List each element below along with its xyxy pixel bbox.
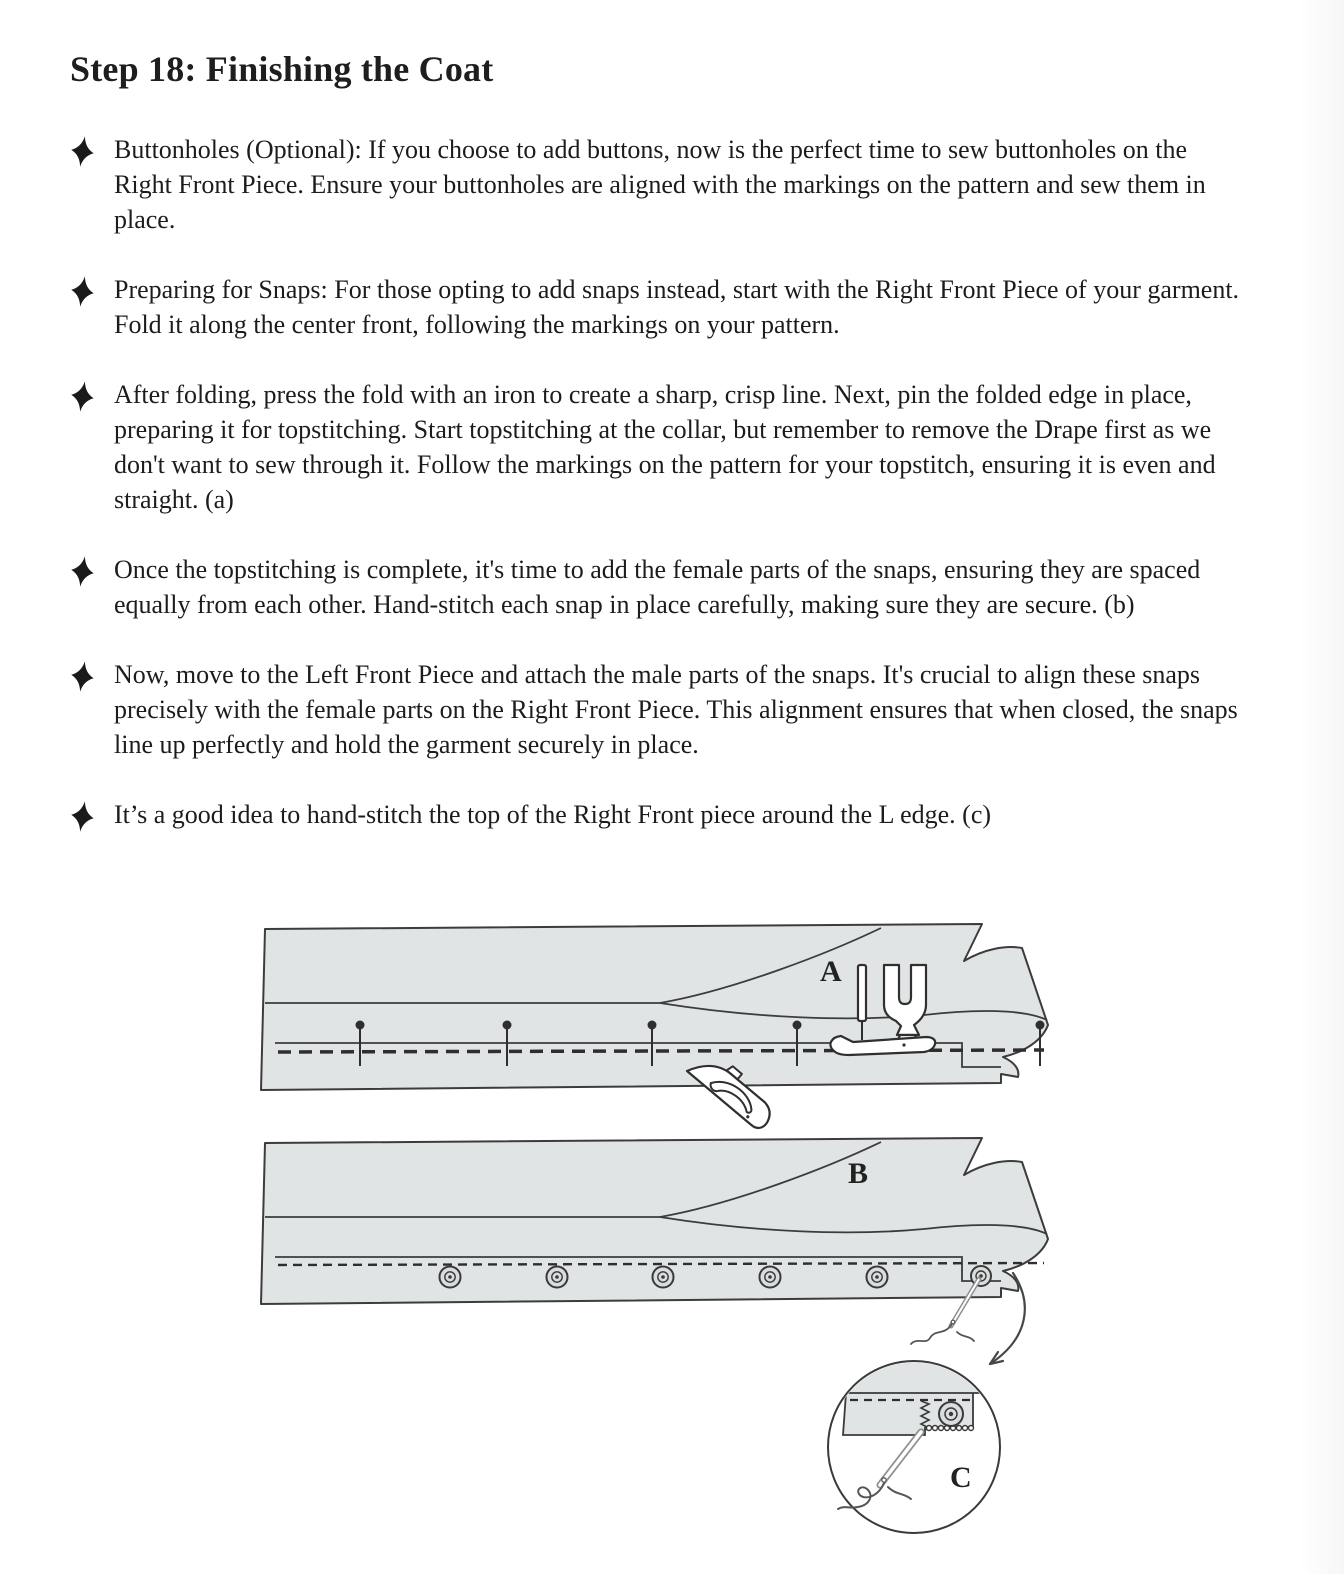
star-bullet-icon <box>70 132 114 167</box>
figure-label-b: B <box>848 1157 869 1190</box>
instruction-item <box>70 132 1260 237</box>
star-bullet-icon <box>70 797 114 832</box>
instruction-paragraph: Preparing for Snaps: For those opting to add snaps instead, start with the Right Front Piece of your garment. Fold it along the center front, following the markings on your pattern. <box>114 275 1240 339</box>
instruction-paragraph: Once the topstitching is complete, it's time to add the female parts of the snaps, ensuring they are spaced equally from each other. Hand-stitch each snap in place carefully, making sure they are secure. (b) <box>114 555 1201 619</box>
instruction-paragraph: Now, move to the Left Front Piece and attach the male parts of the snaps. It's crucial to align these snaps precisely with the female parts on the Right Front Piece. This alignment ensures that when closed, the snaps line up perfectly and hold the garment securely in place. <box>114 660 1238 759</box>
star-bullet-icon <box>70 657 114 692</box>
instruction-text-block <box>70 48 1260 867</box>
sewing-illustration <box>250 895 1090 1575</box>
instruction-list <box>70 132 1260 832</box>
star-bullet-icon <box>70 552 114 587</box>
coat-piece-a <box>261 924 1048 1132</box>
instruction-item <box>70 797 1260 832</box>
coat-piece-b <box>261 1138 1048 1304</box>
detail-circle-c <box>824 1357 1004 1533</box>
instruction-paragraph: After folding, press the fold with an iron to create a sharp, crisp line. Next, pin the folded edge in place, preparing it for topstitching. Start topstitching at the collar, but remember to remove the Drape first as we don't want to sew through it. Follow the markings on the pattern for your topstitch, ensuring it is even and straight. (a) <box>114 380 1216 514</box>
instruction-item <box>70 272 1260 342</box>
instruction-paragraph: It’s a good idea to hand-stitch the top of the Right Front piece around the L edge. (c) <box>114 800 992 829</box>
figure-label-c: C <box>950 1461 972 1494</box>
page-edge-shadow <box>1298 0 1344 1574</box>
instruction-item <box>70 657 1260 762</box>
star-bullet-icon <box>70 377 114 412</box>
figure-label-a: A <box>820 955 842 988</box>
page-title: Step 18: Finishing the Coat <box>70 49 494 89</box>
instruction-item <box>70 552 1260 622</box>
snap-icon <box>939 1402 963 1426</box>
instruction-item <box>70 377 1260 517</box>
instruction-paragraph: Buttonholes (Optional): If you choose to add buttons, now is the perfect time to sew buttonholes on the Right Front Piece. Ensure your buttonholes are aligned with the markings on the pattern and sew them in place. <box>114 135 1206 234</box>
star-bullet-icon <box>70 272 114 307</box>
thread-icon <box>911 1324 974 1344</box>
